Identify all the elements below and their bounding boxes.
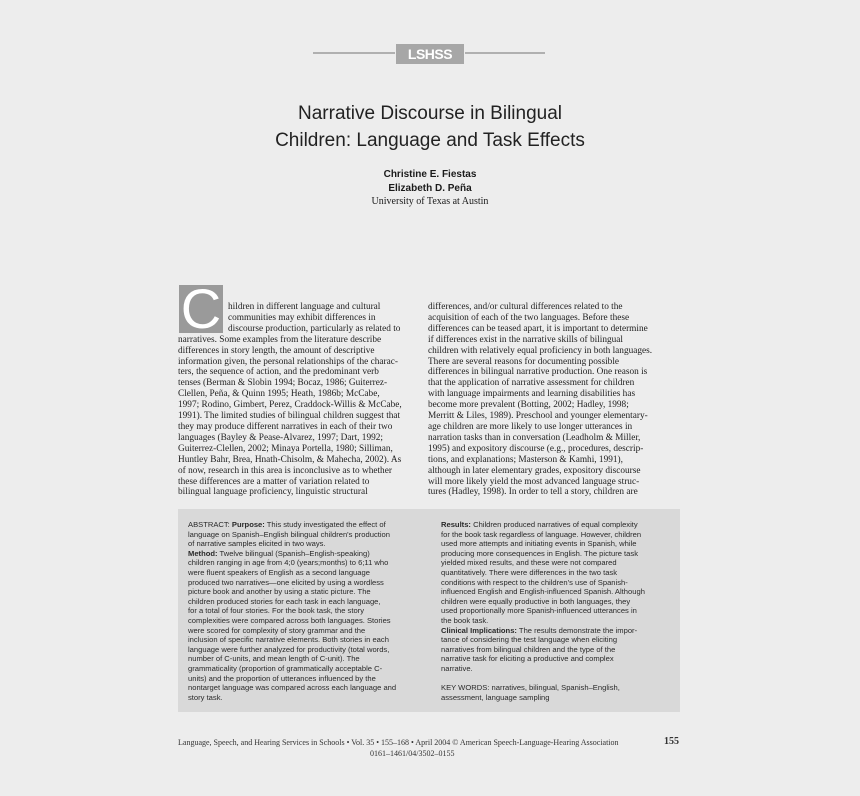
abstract-line xyxy=(441,626,673,636)
abstract-text: The results demonstrate the impor- xyxy=(516,625,638,635)
abstract-line xyxy=(441,587,673,597)
abstract-text: This study investigated the effect of xyxy=(264,520,386,529)
journal-badge: LSHSS xyxy=(396,44,464,64)
text-line: ters, the sequence of action, and the predominant verb xyxy=(178,367,379,378)
abstract-line xyxy=(188,693,426,703)
text-line: discourse production, particularly as related to xyxy=(228,323,401,334)
abstract-line xyxy=(441,568,673,578)
text-line: will more likely yield the most advanced language struc- xyxy=(428,476,640,487)
abstract-text: used more attempts and initiating events in Spanish, while xyxy=(441,539,637,549)
text-line: differences in bilingual narrative production. One reason is xyxy=(428,367,648,378)
abstract-line xyxy=(188,674,426,684)
text-line: hildren in different language and cultural xyxy=(228,302,381,312)
abstract-line xyxy=(188,578,426,588)
abstract-text: influenced English and English-influenced Spanish. Although xyxy=(441,587,645,597)
text-line: communities may exhibit differences in xyxy=(228,312,376,323)
text-line: that the application of narrative assessment for children xyxy=(428,378,635,389)
abstract-text: number of C-units, and mean length of C-unit). The xyxy=(188,654,360,664)
abstract-text: inclusion of specific narrative elements. Both stories in each xyxy=(188,635,389,645)
article-title xyxy=(180,100,680,154)
abstract-line xyxy=(441,635,673,645)
abstract-lead: ABSTRACT: xyxy=(188,520,232,529)
abstract-line xyxy=(188,606,426,616)
abstract-text: for a total of four stories. For the book task, the story xyxy=(188,606,365,616)
abstract-text: produced two narratives—one elicited by using a wordless xyxy=(188,577,384,587)
masthead-rule-right xyxy=(465,52,545,54)
abstract-text: Children produced narratives of equal complexity xyxy=(470,520,638,529)
abstract-line xyxy=(188,683,426,693)
abstract-heading: Purpose: xyxy=(231,520,265,529)
text-line: narration tasks than in conversation (Leadholm & Miller, xyxy=(428,432,641,443)
text-line: differences in story length, the amount of descriptive xyxy=(178,345,375,356)
text-line: differences, and/or cultural differences related to the xyxy=(428,302,623,312)
text-line: differences can be teased apart, it is important to determine xyxy=(428,323,648,334)
text-line: languages (Bayley & Pease-Alvarez, 1997; Dart, 1992; xyxy=(178,432,383,443)
abstract-text: story task. xyxy=(188,692,223,702)
text-line: narratives. Some examples from the literature describe xyxy=(178,334,382,345)
author-list xyxy=(280,168,580,196)
abstract-line xyxy=(188,587,426,597)
drop-cap: C xyxy=(180,277,222,340)
abstract-line xyxy=(188,549,426,559)
text-line: they may produce different narratives in each of their two xyxy=(178,421,393,432)
abstract-column-right xyxy=(441,520,673,702)
abstract-line xyxy=(188,597,426,607)
issn-line: 0161–1461/04/3502–0155 xyxy=(370,749,455,758)
abstract-line xyxy=(188,558,426,568)
abstract-text: narrative task for eliciting a productive and complex xyxy=(441,654,614,664)
abstract-text: Twelve bilingual (Spanish–English-speaking) xyxy=(217,548,370,558)
abstract-line xyxy=(441,693,673,703)
abstract-text: language on Spanish–English bilingual children's production xyxy=(188,529,390,539)
text-line: 1997; Rodino, Gimbert, Perez, Craddock-Willis & McCabe, xyxy=(178,400,402,411)
text-line: Merritt & Liles, 1989). Preschool and younger elementary- xyxy=(428,411,648,422)
abstract-text: the book task. xyxy=(441,615,489,625)
abstract-line xyxy=(188,520,426,530)
text-line: tenses (Berman & Slobin 1994; Bocaz, 1986; Guiterrez- xyxy=(178,378,388,389)
abstract-text: tance of considering the test language when eliciting xyxy=(441,635,618,645)
text-line: tures (Hadley, 1998). In order to tell a story, children are xyxy=(428,487,638,498)
abstract-line xyxy=(441,664,673,674)
abstract-text: units) and the proportion of utterances influenced by the xyxy=(188,673,376,683)
author-name: Elizabeth D. Peña xyxy=(388,183,472,194)
abstract-text: were fluent speakers of English as a second language xyxy=(188,567,370,577)
abstract-line xyxy=(188,626,426,636)
abstract-text: complexities were compared across both languages. Stories xyxy=(188,615,391,625)
author-name: Christine E. Fiestas xyxy=(383,169,477,180)
text-line: 1995) and expository discourse (e.g., procedures, descrip- xyxy=(428,443,644,454)
abstract-line xyxy=(188,530,426,540)
abstract-heading: Clinical Implications: xyxy=(441,625,517,635)
abstract-text: children produced stories for each task in each language, xyxy=(188,596,381,606)
abstract-line xyxy=(188,645,426,655)
abstract-line xyxy=(441,654,673,664)
text-line: acquisition of each of the two languages. Before these xyxy=(428,312,630,323)
abstract-line xyxy=(441,549,673,559)
abstract-line xyxy=(188,664,426,674)
abstract-line xyxy=(188,654,426,664)
abstract-heading: Results: xyxy=(441,520,471,529)
page-number: 155 xyxy=(664,736,679,747)
abstract-text: of narrative samples elicited in two ways. xyxy=(188,539,326,549)
text-line: these differences are a matter of variation related to xyxy=(178,476,370,487)
abstract-line xyxy=(441,578,673,588)
abstract-line xyxy=(441,616,673,626)
abstract-text: language were further analyzed for productivity (total words, xyxy=(188,644,390,654)
abstract-line xyxy=(441,520,673,530)
abstract-text: narrative. xyxy=(441,663,473,673)
text-line: become more prevalent (Botting, 2002; Hadley, 1998; xyxy=(428,400,629,411)
abstract-text: children were equally productive in both languages, they xyxy=(441,596,631,606)
text-line: although in later elementary grades, expository discourse xyxy=(428,465,641,476)
text-line: 1991). The limited studies of bilingual children suggest that xyxy=(178,411,401,422)
abstract-gap xyxy=(441,674,673,684)
abstract-text: quantitatively. There were differences in the two task xyxy=(441,567,618,577)
abstract-text: KEY WORDS: narratives, bilingual, Spanish–English, xyxy=(441,683,620,693)
abstract-line xyxy=(188,539,426,549)
abstract-line xyxy=(441,645,673,655)
masthead-rule-left xyxy=(313,52,395,54)
abstract-text: children ranging in age from 4;0 (years;months) to 6;11 who xyxy=(188,558,389,568)
text-line: information given, the personal relationships of the charac- xyxy=(178,356,398,367)
affiliation: University of Texas at Austin xyxy=(371,196,489,207)
abstract-text: were scored for complexity of story grammar and the xyxy=(188,625,366,635)
abstract-text: yielded mixed results, and these were not compared xyxy=(441,558,617,568)
abstract-heading: Method: xyxy=(188,548,218,558)
abstract-text: conditions with respect to the children's use of Spanish- xyxy=(441,577,628,587)
text-line: tions, and explanations; Masterson & Kamhi, 1991), xyxy=(428,454,623,465)
body-column-left xyxy=(178,302,431,498)
abstract-text: picture book and another by using a static picture. The xyxy=(188,587,371,597)
abstract-line xyxy=(441,683,673,693)
abstract-text: used proportionally more Spanish-influenced utterances in xyxy=(441,606,637,616)
abstract-line xyxy=(188,616,426,626)
abstract-text: nontarget language was compared across each language and xyxy=(188,683,397,693)
text-line: children with relatively equal proficiency in both languages. xyxy=(428,345,653,356)
abstract-text: narratives from bilingual children and the type of the xyxy=(441,644,616,654)
abstract-text: producing more consequences in English. The picture task xyxy=(441,548,638,558)
text-line: age children are more likely to use longer utterances in xyxy=(428,421,633,432)
text-line: with language impairments and learning disabilities has xyxy=(428,389,636,400)
abstract-line xyxy=(188,568,426,578)
abstract-line xyxy=(441,530,673,540)
abstract-line xyxy=(441,539,673,549)
text-line: if differences exist in the narrative skills of bilingual xyxy=(428,334,624,345)
abstract-line xyxy=(441,597,673,607)
abstract-column-left xyxy=(188,520,426,702)
body-column-right xyxy=(428,302,680,498)
text-line: of now, research in this area is inconclusive as to whether xyxy=(178,465,392,476)
text-line: bilingual language proficiency, linguistic structural xyxy=(178,487,368,498)
text-line: There are several reasons for documenting possible xyxy=(428,356,620,367)
title-line: Children: Language and Task Effects xyxy=(275,130,585,151)
abstract-box xyxy=(178,509,680,712)
abstract-text: assessment, language sampling xyxy=(441,692,550,702)
text-line: Clellen, Peña, & Quinn 1995; Heath, 1986b; McCabe, xyxy=(178,389,380,400)
text-line: Guiterrez-Clellen, 2002; Minaya Portella, 1980; Silliman, xyxy=(178,443,393,454)
footer-citation: Language, Speech, and Hearing Services in Schools • Vol. 35 • 155–168 • April 2004 © American Speech-Language-Hearing Association xyxy=(178,738,619,747)
abstract-text: for the book task regardless of language. However, children xyxy=(441,529,642,539)
title-line: Narrative Discourse in Bilingual xyxy=(298,103,562,124)
abstract-line xyxy=(441,606,673,616)
text-line: Huntley Bahr, Brea, Hnath-Chisolm, & Mahecha, 2002). As xyxy=(178,454,402,465)
abstract-line xyxy=(188,635,426,645)
abstract-line xyxy=(441,558,673,568)
abstract-text: grammaticality (proportion of grammatically acceptable C- xyxy=(188,663,383,673)
